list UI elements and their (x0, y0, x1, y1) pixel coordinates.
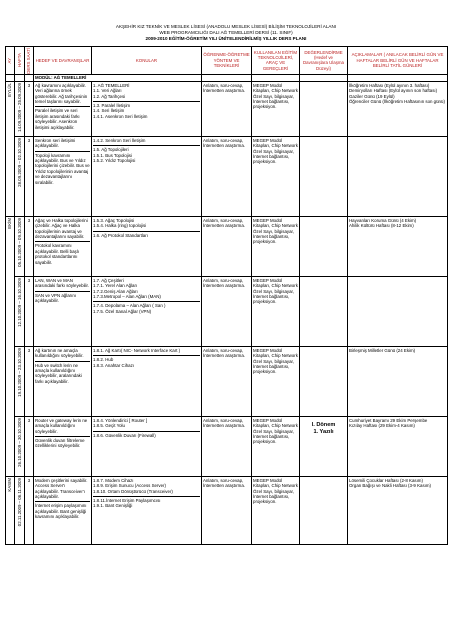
konular-cell (92, 217, 202, 277)
week-dates-text: 02.11.2009 – 06.11.2009 (16, 477, 22, 526)
arac-cell: MEGEP Modül Kitapları, Chip Network Özel Sayı, bilgisayar, İnternet bağlantısı, projeksiyon. (252, 277, 300, 347)
degerlendirme-cell (300, 347, 348, 417)
week-dates (15, 137, 25, 217)
konular-cell (92, 477, 202, 545)
konu-item: 1.8.7. Modem Cihazı 1.8.9. Erişim Sunucu (Access Server) 1.8.10. Ortam Dönüştürücü (Transceiver) (93, 477, 173, 494)
week-dates-text: 26.10.2009 – 30.10.2009 (16, 417, 22, 467)
col-hafta: HAFTA (15, 47, 25, 75)
col-yontem: ÖĞRENME-ÖĞRETME YÖNTEM VE TEKNİKLERİ (202, 47, 252, 75)
month-label: EYLÜL (7, 82, 13, 97)
degerlendirme-cell (300, 82, 348, 137)
konu-item: 1.8.1. Ağ Kartı( NIC- Network Interface Kart ) (93, 347, 181, 353)
donem-label: I. Dönem 1. Yazılı (311, 421, 336, 435)
arac-cell: MEGEP Modül Kitapları, Chip Network Özel Sayı, bilgisayar, İnternet bağlantısı, projeksiyon. (252, 477, 300, 545)
degerlendirme-cell (300, 137, 348, 217)
week-dates-text: 05.10.2009 – 09.10.2009 (16, 217, 22, 267)
week-dates (15, 277, 25, 347)
week-dates-text: 28.09.2009 – 02.10.2009 (16, 137, 22, 187)
arac-cell: MEGEP Modül Kitapları, Chip Network Özel Sayı, bilgisayar, İnternet bağlantısı, projeksiyon. (252, 347, 300, 417)
yontem-cell: Anlatım, soru-cevap, İnternetten araştırma. (202, 82, 252, 137)
aciklama-cell: Hayvanları Koruma Günü (4 Ekim) Ahilik Kültürü Haftası (8-12 Ekim) (348, 217, 448, 277)
school-title: AKŞEHİR KIZ TEKNİK VE MESLEK LİSESİ (ANADOLU MESLEK LİSESİ) BİLİŞİM TEKNOLOJİLERİ ALANI (115, 24, 337, 29)
konu-item: 1.8.11.İnternet Erişim Paylaşımcısı 1.9.1. Bant Genişliği (93, 496, 200, 509)
week-dates-text: 19.10.2009 – 23.10.2009 (16, 347, 22, 397)
aciklama-cell (348, 277, 448, 347)
week-row (6, 82, 448, 137)
header-row (6, 47, 448, 75)
konular-cell (92, 347, 202, 417)
aciklama-cell: İlköğretim Haftası (Eylül ayının 3. haftası) Demiryolları Haftası (Eylül ayının son haftası) Gaziler Günü (19 Eylül) Öğrenciler Günü (İlköğretim Haftasının son günü) (348, 82, 448, 137)
degerlendirme-cell (300, 417, 348, 477)
konular-cell (92, 82, 202, 137)
week-hours: 3 (25, 277, 34, 347)
course-title: WEB PROGRAMCILIĞI DALI AĞ TEMELLERİ DERSİ (11. SINIF) (159, 30, 293, 35)
col-degerlendirme: DEĞERLENDİRME (Hedef ve Davranışlara Ulaşma Düzeyi) (300, 47, 348, 75)
konu-item: 1.5.3. Ağaç Topolojisi 1.5.4. Halka (ring) topolojisi (93, 217, 147, 229)
hedef-cell (34, 347, 92, 417)
week-dates (15, 82, 25, 137)
col-arac: KULLANILAN EĞİTİM TEKNOLOJİLERİ, ARAÇ VE GEREÇLERİ (252, 47, 300, 75)
konular-cell (92, 137, 202, 217)
konular-cell (92, 417, 202, 477)
week-row (6, 347, 448, 417)
hedef-item: Topoloji kavramını açıklayabilir. Bus ve Yıldız topolojilerini çizebilir. Bus ve Yıldız topolojilerinin avantaj ve dezavantajlarını sıralabilir. (35, 152, 90, 185)
konu-item: 1.6. Ağ Protokol Standartları (93, 231, 200, 238)
hedef-cell (34, 82, 92, 137)
month-label: KASIM (7, 477, 13, 492)
aciklama-cell: Cumhuriyet Bayramı 29 Ekim Perşembe Kızılay Haftası (29 Ekim-4 Kasım) (348, 417, 448, 477)
hedef-item: İnternet erişim paylaşımını açıklayabilir. Bant genişliği kavramını açıklayabilir. (35, 501, 90, 519)
konu-item: 1.8.2. Hub 1.8.3. Anahtar Cihazı (93, 355, 200, 368)
degerlendirme-cell (300, 217, 348, 277)
yontem-cell: Anlatım, soru-cevap, İnternetten araştırma. (202, 417, 252, 477)
yontem-cell: Anlatım, soru-cevap, İnternetten araştırma. (202, 217, 252, 277)
yontem-cell: Anlatım, soru-cevap, İnternetten araştırma. (202, 277, 252, 347)
hedef-item: Hub ve switch lerin ne amaçla kullanıldığını söyleyebilir, aralarındaki farkı açıklayabilir. (35, 361, 90, 385)
hedef-item: Senkron seri iletişimi açıklayabilir. (35, 137, 76, 149)
hedef-item: SAN ve VPN ağlarını açıklayabilir. (35, 291, 90, 304)
konu-item: 1.3. Paralel İletişim 1.4. Seri İletişim 1.4.1. Asenkron Seri İletişim (93, 101, 200, 119)
week-hours: 3 (25, 347, 34, 417)
hedef-item: Ağ kavramını açıklayabilir. Veri ağlarına örnek gösterebilir. Ağ tarihçesinin temel taşlarını sayabilir. (35, 82, 88, 104)
hedef-item: Protokol kavramını açıklayabilir. Belli başlı protokol standartlarını sayabilir. (35, 241, 90, 265)
week-dates (15, 217, 25, 277)
week-row (6, 137, 448, 217)
week-row (6, 217, 448, 277)
hedef-cell (34, 417, 92, 477)
konu-item: 1.4.2. Senkron Seri İletişim (93, 137, 146, 143)
month-cell (6, 477, 15, 545)
konu-item: 1.8.6. Güvenlik Duvarı (Firewall) (93, 431, 200, 438)
hedef-item: Güvenlik duvarı filtreleme özelliklerini söyleyebilir. (35, 436, 90, 449)
aciklama-cell: Lösemili Çocuklar Haftası (2-8 Kasım) Organ Bağışı ve Nakli Haftası (3-9 Kasım) (348, 477, 448, 545)
konular-cell (92, 277, 202, 347)
arac-cell: MEGEP Modül Kitapları, Chip Network Özel Sayı, bilgisayar, İnternet bağlantısı, projeksiyon. (252, 82, 300, 137)
hedef-cell (34, 277, 92, 347)
plan-table (5, 46, 448, 545)
col-aciklama: AÇIKLAMALAR ( ANILACAK BELİRLİ GÜN VE HAFTALAR BELİRLİ GÜN VE HAFTALAR BELİRLİ TATİL GÜNLERİ (348, 47, 448, 75)
hedef-item: Ağ kartının ne amaçla kullanıldığını söyleyebilir. (35, 347, 84, 359)
week-row (6, 277, 448, 347)
month-cell (6, 217, 15, 477)
hedef-cell (34, 217, 92, 277)
col-ay: AY (6, 47, 15, 75)
week-hours: 3 (25, 82, 34, 137)
arac-cell: MEGEP Modül Kitapları, Chip Network Özel Sayı, bilgisayar, İnternet bağlantısı, projeksiyon. (252, 217, 300, 277)
plan-title: 2009-2010 EĞİTİM-ÖĞRETİM YILI ÜNİTELENDİRİLMİŞ YILLIK DERS PLANI (145, 36, 307, 41)
week-dates (15, 477, 25, 545)
konu-item: 1. AĞ TEMELLERİ 1.1. Veri Ağları 1.2. Ağ Tarihçesi (93, 82, 130, 99)
konu-item: 1.5. Ağ Topolojileri 1.5.1. Bus Topolojisi 1.5.2. Yıldız Topolojisi (93, 145, 200, 163)
month-cell (6, 82, 15, 217)
konu-item: 1.8.4. Yönlendirici [ Router ] 1.8.5. Geçit Yolu (93, 417, 148, 429)
week-hours: 3 (25, 217, 34, 277)
week-row (6, 477, 448, 545)
hedef-item: Paralel iletişim ve seri iletişim arasındaki farkı söyleyebilir. Asenkron iletişimi açıklayabilir. (35, 106, 90, 130)
week-hours: 3 (25, 137, 34, 217)
aciklama-cell (348, 137, 448, 217)
degerlendirme-cell (300, 277, 348, 347)
arac-cell: MEGEP Modül Kitapları, Chip Network Özel Sayı, bilgisayar, İnternet bağlantısı, projeksiyon. (252, 137, 300, 217)
hedef-cell (34, 477, 92, 545)
hedef-item: Ağaç ve Halka topolojilerini çizebilir. Ağaç ve Halka topolojilerinin avantaj ve dezavantajlarını sayabilir. (35, 217, 88, 239)
yontem-cell: Anlatım, soru-cevap, İnternetten araştırma. (202, 477, 252, 545)
hedef-cell (34, 137, 92, 217)
week-dates-text: 12.10.2009 – 16.10.2009 (16, 277, 22, 327)
col-hedef: HEDEF VE DAVRANIŞLAR (34, 47, 92, 75)
week-dates (15, 347, 25, 417)
week-row (6, 417, 448, 477)
hedef-item: Router ve gateway lerin ne amaçla kullanıldığını söyleyebilir. (35, 417, 88, 434)
aciklama-cell: Birleşmiş Milletler Günü (24 Ekim) (348, 347, 448, 417)
week-hours: 3 (25, 417, 34, 477)
col-ders-saati: DERS SAATİ (25, 47, 34, 75)
module-name: MODÜL: AĞ TEMELLERİ (34, 74, 202, 81)
konu-item: 1.7. Ağ Çeşitleri 1.7.1. Yerel Alan Ağları 1.7.2.Geniş Alan Ağları 1.7.3.Metropol – Alan Ağları (MAN) (93, 277, 161, 299)
week-hours: 3 (25, 477, 34, 545)
hedef-item: Modem çeşitlerini sayabilir. Access Server'ı açıklayabilir. Transceiver'ı açıklayabilir. (35, 477, 88, 499)
col-konular: KONULAR (92, 47, 202, 75)
arac-cell: MEGEP Modül Kitapları, Chip Network Özel Sayı, bilgisayar, İnternet bağlantısı, projeksiyon. (252, 417, 300, 477)
week-dates (15, 417, 25, 477)
week-dates-text: 14.09.2009 – 25.09.2009 (16, 82, 22, 132)
module-row (6, 74, 448, 81)
hedef-item: LAN, WAN ve MAN arasındaki farkı söyleyebilir. (35, 277, 89, 289)
yontem-cell: Anlatım, soru-cevap, İnternetten araştırma. (202, 347, 252, 417)
month-label: EKİM (7, 217, 13, 229)
konu-item: 1.7.4. Depolama – Alan Ağları ( San ) 1.7.5. Özel Sanal Ağlar (VPN) (93, 301, 200, 314)
degerlendirme-cell (300, 477, 348, 545)
yontem-cell: Anlatım, soru-cevap, İnternetten araştırma. (202, 137, 252, 217)
